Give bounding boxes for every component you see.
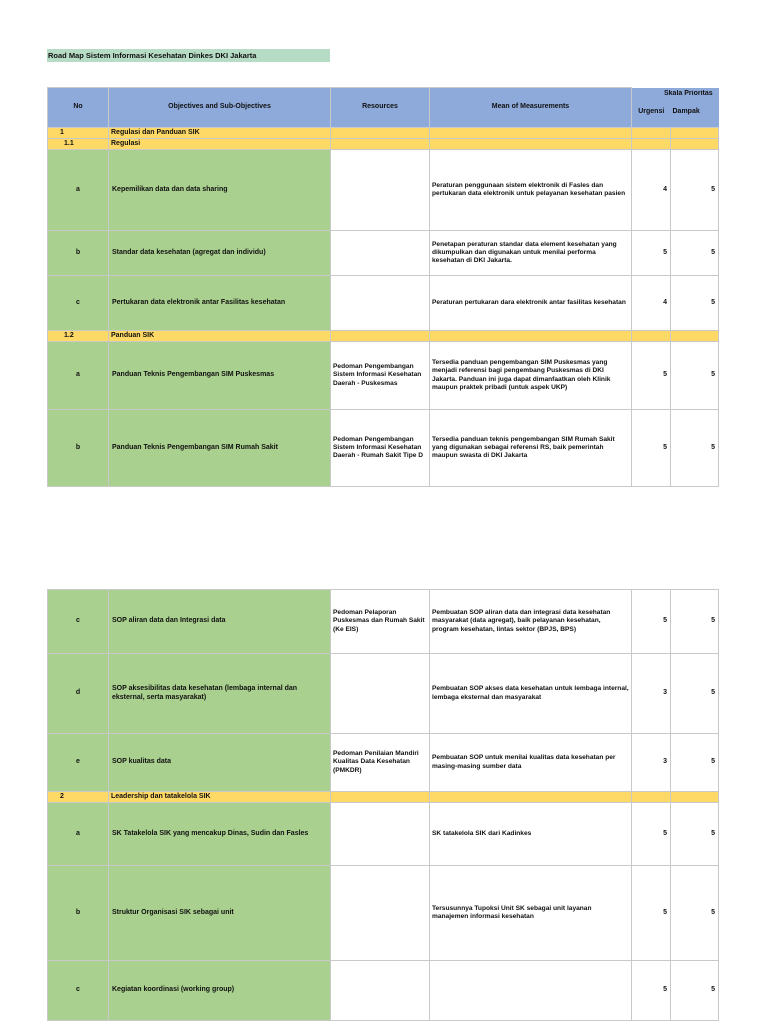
table-row bbox=[48, 866, 719, 961]
row-number: b bbox=[48, 410, 109, 487]
header-skala-prioritas: Skala Prioritas bbox=[664, 90, 713, 97]
row-number: e bbox=[48, 734, 109, 792]
row-measurement: Peraturan pertukaran dara elektronik antar fasilitas kesehatan bbox=[430, 276, 632, 331]
row-objective: Kepemilikan data dan data sharing bbox=[109, 150, 331, 231]
row-number: c bbox=[48, 961, 109, 1021]
row-urgensi: 5 bbox=[632, 961, 671, 1021]
row-dampak: 5 bbox=[671, 866, 719, 961]
row-objective: SOP kualitas data bbox=[109, 734, 331, 792]
section-row-1-2 bbox=[48, 331, 719, 342]
row-measurement: Pembuatan SOP akses data kesehatan untuk lembaga internal, lembaga eksternal dan masyarakat bbox=[430, 654, 632, 734]
row-urgensi: 5 bbox=[632, 231, 671, 276]
section-label: Regulasi bbox=[109, 139, 331, 150]
row-measurement: Peraturan penggunaan sistem elektronik di Fasles dan pertukaran data elektronik untuk pelayanan kesehatan pasien bbox=[430, 150, 632, 231]
section-label: Leadership dan tatakelola SIK bbox=[109, 792, 331, 803]
row-number: a bbox=[48, 150, 109, 231]
row-resources bbox=[331, 231, 430, 276]
row-urgensi: 5 bbox=[632, 803, 671, 866]
header-urgensi: Urgensi bbox=[638, 108, 665, 116]
row-resources bbox=[331, 961, 430, 1021]
row-urgensi: 5 bbox=[632, 342, 671, 410]
section-label: Regulasi dan Panduan SIK bbox=[109, 128, 331, 139]
row-measurement: SK tatakelola SIK dari Kadinkes bbox=[430, 803, 632, 866]
table-row bbox=[48, 654, 719, 734]
row-measurement: Tersusunnya Tupoksi Unit SK sebagai unit layanan manajemen informasi kesehatan bbox=[430, 866, 632, 961]
row-urgensi: 3 bbox=[632, 654, 671, 734]
row-number: a bbox=[48, 803, 109, 866]
header-objectives: Objectives and Sub-Objectives bbox=[109, 88, 331, 128]
section-number: 1 bbox=[48, 128, 109, 139]
row-resources: Pedoman Penilaian Mandiri Kualitas Data Kesehatan (PMKDR) bbox=[331, 734, 430, 792]
row-dampak: 5 bbox=[671, 342, 719, 410]
table-row bbox=[48, 410, 719, 487]
roadmap-table-page-2 bbox=[47, 589, 719, 1021]
header-resources: Resources bbox=[331, 88, 430, 128]
row-dampak: 5 bbox=[671, 231, 719, 276]
row-number: a bbox=[48, 342, 109, 410]
table-row bbox=[48, 961, 719, 1021]
section-row-2 bbox=[48, 792, 719, 803]
row-dampak: 5 bbox=[671, 150, 719, 231]
section-number: 2 bbox=[48, 792, 109, 803]
table-row bbox=[48, 231, 719, 276]
section-label: Panduan SIK bbox=[109, 331, 331, 342]
row-objective: SK Tatakelola SIK yang mencakup Dinas, Sudin dan Fasles bbox=[109, 803, 331, 866]
row-objective: Panduan Teknis Pengembangan SIM Puskesmas bbox=[109, 342, 331, 410]
row-resources bbox=[331, 276, 430, 331]
row-dampak: 5 bbox=[671, 276, 719, 331]
row-objective: Panduan Teknis Pengembangan SIM Rumah Sakit bbox=[109, 410, 331, 487]
table-row bbox=[48, 276, 719, 331]
row-dampak: 5 bbox=[671, 803, 719, 866]
header-dampak: Dampak bbox=[672, 108, 700, 116]
row-urgensi: 5 bbox=[632, 590, 671, 654]
row-resources bbox=[331, 803, 430, 866]
row-measurement: Pembuatan SOP aliran data dan integrasi data kesehatan masyarakat (data agregat), baik pelayanan kesehatan, program kesehatan, lintas sektor (BPJS, BPS) bbox=[430, 590, 632, 654]
section-row-1 bbox=[48, 128, 719, 139]
row-resources bbox=[331, 150, 430, 231]
row-urgensi: 4 bbox=[632, 276, 671, 331]
row-measurement: Pembuatan SOP untuk menilai kualitas data kesehatan per masing-masing sumber data bbox=[430, 734, 632, 792]
row-urgensi: 5 bbox=[632, 410, 671, 487]
header-measurements: Mean of Measurements bbox=[430, 88, 632, 128]
row-resources bbox=[331, 654, 430, 734]
row-objective: Struktur Organisasi SIK sebagai unit bbox=[109, 866, 331, 961]
row-objective: Kegiatan koordinasi (working group) bbox=[109, 961, 331, 1021]
row-urgensi: 5 bbox=[632, 866, 671, 961]
row-number: b bbox=[48, 231, 109, 276]
table-row bbox=[48, 803, 719, 866]
row-number: d bbox=[48, 654, 109, 734]
table-header-row bbox=[48, 88, 719, 128]
document-title: Road Map Sistem Informasi Kesehatan Dinkes DKI Jakarta bbox=[47, 49, 330, 62]
row-resources: Pedoman Pengembangan Sistem Informasi Kesehatan Daerah - Puskesmas bbox=[331, 342, 430, 410]
header-no: No bbox=[48, 88, 109, 128]
roadmap-table-page-1 bbox=[47, 87, 719, 487]
row-objective: SOP aksesibilitas data kesehatan (lembaga internal dan eksternal, serta masyarakat) bbox=[109, 654, 331, 734]
row-measurement: Tersedia panduan teknis pengembangan SIM Rumah Sakit yang digunakan sebagai referensi RS, baik pemerintah maupun swasta di DKI Jakarta bbox=[430, 410, 632, 487]
row-objective: Pertukaran data elektronik antar Fasilitas kesehatan bbox=[109, 276, 331, 331]
row-dampak: 5 bbox=[671, 961, 719, 1021]
section-number: 1.1 bbox=[48, 139, 109, 150]
table-row bbox=[48, 734, 719, 792]
row-measurement bbox=[430, 961, 632, 1021]
row-number: c bbox=[48, 276, 109, 331]
row-urgensi: 3 bbox=[632, 734, 671, 792]
row-number: c bbox=[48, 590, 109, 654]
row-measurement: Tersedia panduan pengembangan SIM Puskesmas yang menjadi referensi bagi pengembang Puskesmas di DKI Jakarta. Panduan ini juga dapat dimanfaatkan oleh Klinik maupun praktek pribadi (untuk aspek UKP) bbox=[430, 342, 632, 410]
section-row-1-1 bbox=[48, 139, 719, 150]
table-row bbox=[48, 590, 719, 654]
row-resources: Pedoman Pengembangan Sistem Informasi Kesehatan Daerah - Rumah Sakit Tipe D bbox=[331, 410, 430, 487]
row-dampak: 5 bbox=[671, 734, 719, 792]
row-measurement: Penetapan peraturan standar data element kesehatan yang dikumpulkan dan digunakan untuk menilai performa kesehatan di DKI Jakarta. bbox=[430, 231, 632, 276]
row-objective: Standar data kesehatan (agregat dan individu) bbox=[109, 231, 331, 276]
row-number: b bbox=[48, 866, 109, 961]
table-row bbox=[48, 342, 719, 410]
row-dampak: 5 bbox=[671, 654, 719, 734]
row-urgensi: 4 bbox=[632, 150, 671, 231]
row-dampak: 5 bbox=[671, 590, 719, 654]
row-objective: SOP aliran data dan Integrasi data bbox=[109, 590, 331, 654]
section-number: 1.2 bbox=[48, 331, 109, 342]
row-resources: Pedoman Pelaporan Puskesmas dan Rumah Sakit (Ke EIS) bbox=[331, 590, 430, 654]
table-row bbox=[48, 150, 719, 231]
row-resources bbox=[331, 866, 430, 961]
row-dampak: 5 bbox=[671, 410, 719, 487]
